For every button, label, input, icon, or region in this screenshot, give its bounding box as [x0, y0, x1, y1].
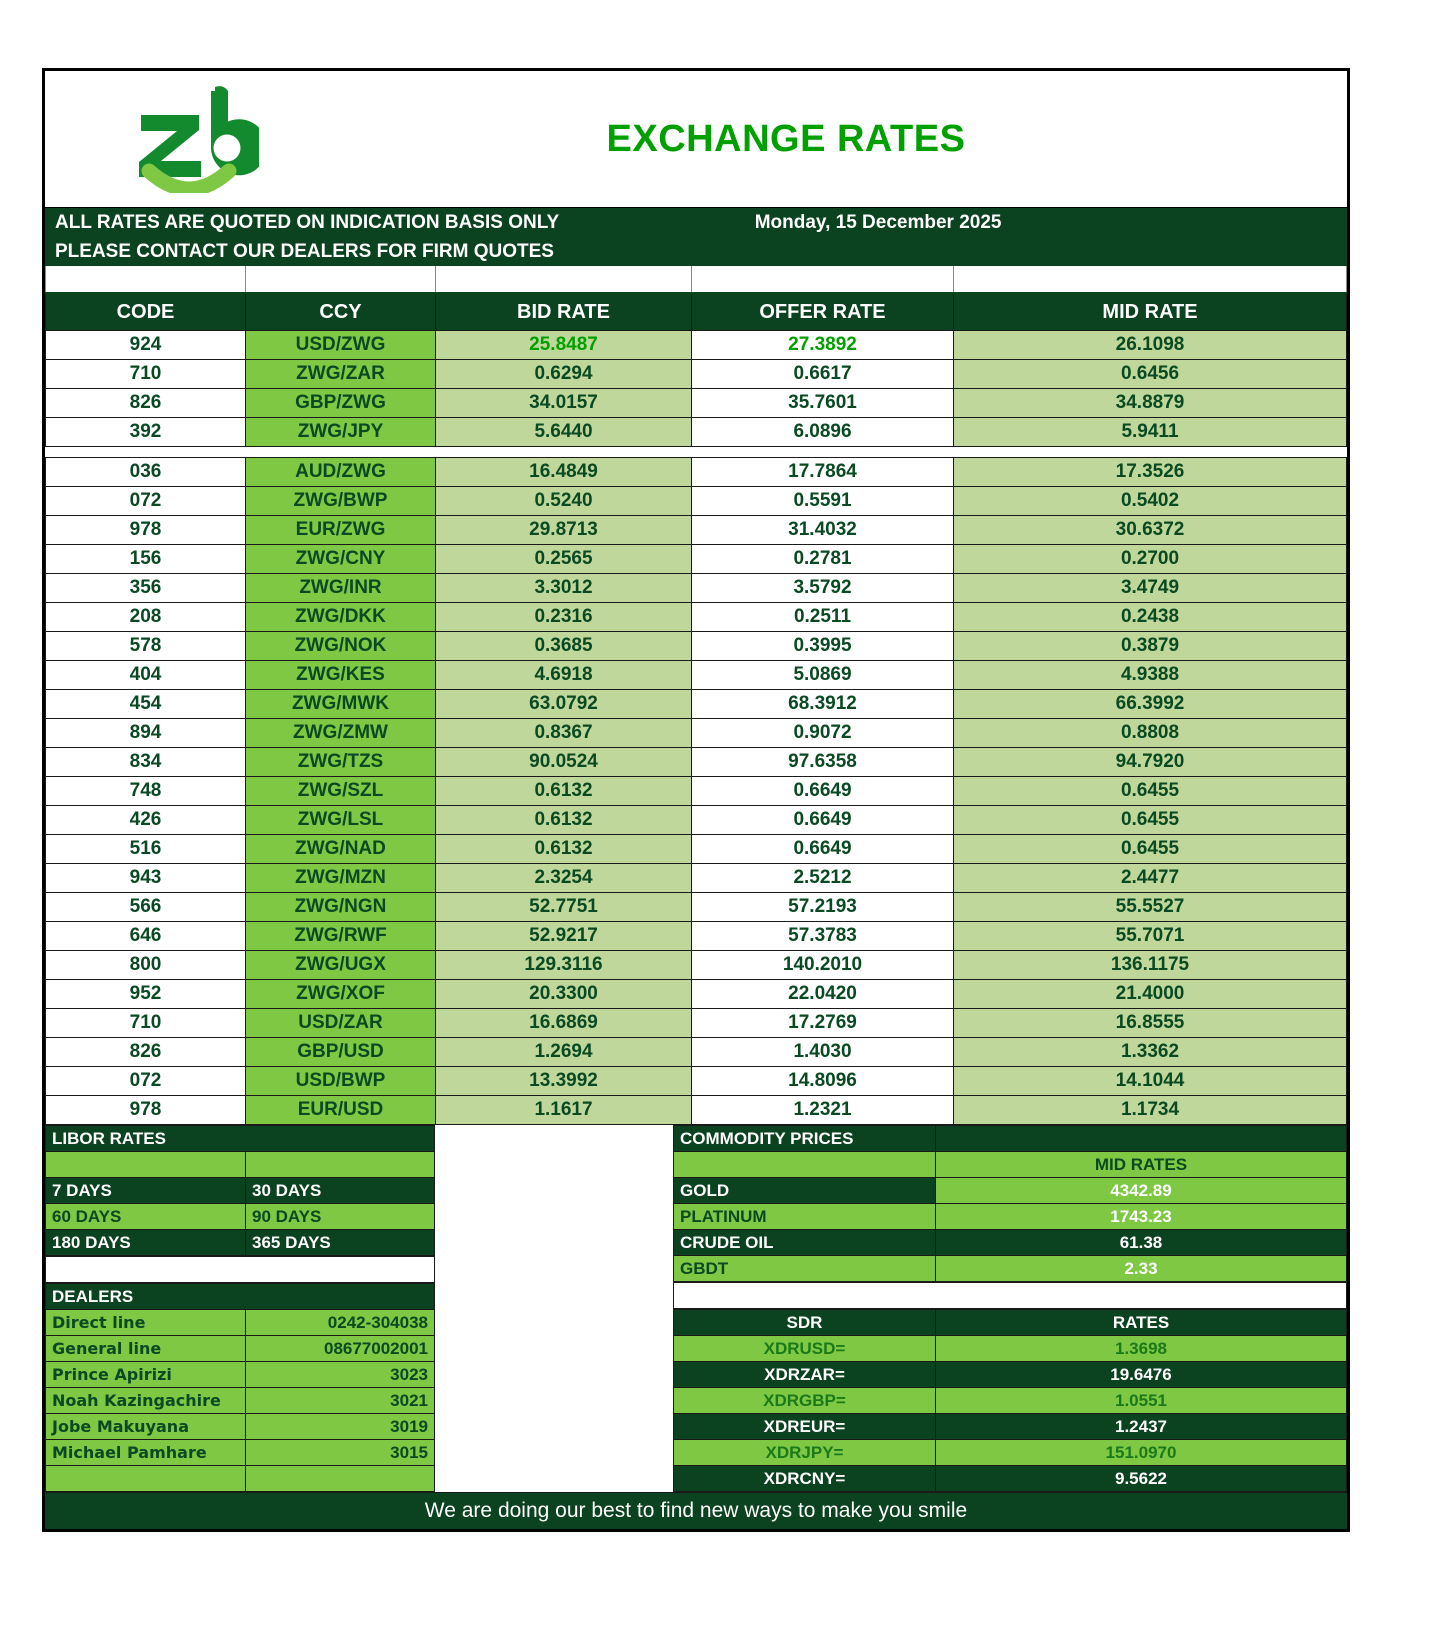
rate-code: 710: [46, 360, 246, 389]
commodity-name: PLATINUM: [674, 1204, 936, 1230]
rates-column-headers: [46, 293, 1347, 331]
table-row: [46, 922, 1347, 951]
rate-ccy: ZWG/JPY: [246, 418, 436, 447]
commodity-row: [674, 1178, 1347, 1204]
rate-ccy: ZWG/KES: [246, 661, 436, 690]
table-row: [46, 331, 1347, 360]
rate-code: 924: [46, 331, 246, 360]
rate-bid: 5.6440: [436, 418, 692, 447]
col-header-mid: MID RATE: [954, 293, 1347, 331]
rates-group-gap: [46, 447, 1347, 458]
commodity-header-blank: [674, 1152, 936, 1178]
rate-ccy: AUD/ZWG: [246, 458, 436, 487]
rate-mid: 0.8808: [954, 719, 1347, 748]
table-row: [46, 719, 1347, 748]
rate-code: 208: [46, 603, 246, 632]
rate-bid: 2.3254: [436, 864, 692, 893]
notice-line-2: PLEASE CONTACT OUR DEALERS FOR FIRM QUOTES: [55, 240, 554, 262]
sdr-code: XDRZAR=: [674, 1362, 936, 1388]
rate-bid: 63.0792: [436, 690, 692, 719]
rate-bid: 16.6869: [436, 1009, 692, 1038]
rate-ccy: ZWG/NGN: [246, 893, 436, 922]
rate-offer: 27.3892: [692, 331, 954, 360]
rate-mid: 0.2700: [954, 545, 1347, 574]
libor-title-row: [46, 1126, 435, 1152]
table-row: [46, 1096, 1347, 1125]
libor-row: [46, 1230, 435, 1256]
lower-section: [45, 1125, 1347, 1492]
col-header-bid: BID RATE: [436, 293, 692, 331]
sdr-code: XDRUSD=: [674, 1336, 936, 1362]
dealer-extension: 0242-304038: [246, 1310, 435, 1336]
table-row: [46, 360, 1347, 389]
libor-term-left: 7 DAYS: [46, 1178, 246, 1204]
rate-code: 952: [46, 980, 246, 1009]
libor-table: [45, 1125, 435, 1256]
rate-mid: 0.5402: [954, 487, 1347, 516]
rate-offer: 1.4030: [692, 1038, 954, 1067]
rate-bid: 29.8713: [436, 516, 692, 545]
rate-mid: 16.8555: [954, 1009, 1347, 1038]
dealer-row: [46, 1336, 435, 1362]
rate-offer: 5.0869: [692, 661, 954, 690]
rate-bid: 0.6294: [436, 360, 692, 389]
libor-row: [46, 1178, 435, 1204]
rate-ccy: ZWG/UGX: [246, 951, 436, 980]
table-row: [46, 458, 1347, 487]
rate-bid: 1.1617: [436, 1096, 692, 1125]
dealers-table: [45, 1283, 435, 1492]
dealer-row: [46, 1310, 435, 1336]
rate-ccy: ZWG/XOF: [246, 980, 436, 1009]
rate-offer: 3.5792: [692, 574, 954, 603]
rate-ccy: ZWG/ZAR: [246, 360, 436, 389]
libor-term-right: 90 DAYS: [246, 1204, 435, 1230]
sdr-rate: 19.6476: [936, 1362, 1347, 1388]
commodity-name: GBDT: [674, 1256, 936, 1282]
rate-offer: 57.3783: [692, 922, 954, 951]
rate-bid: 34.0157: [436, 389, 692, 418]
rate-ccy: ZWG/MZN: [246, 864, 436, 893]
dealer-name: Michael Pamhare: [46, 1440, 246, 1466]
page-title: EXCHANGE RATES: [606, 117, 966, 160]
commodity-header-row: [674, 1152, 1347, 1178]
rate-bid: 16.4849: [436, 458, 692, 487]
commodity-value: 2.33: [936, 1256, 1347, 1282]
dealer-row: [46, 1414, 435, 1440]
rate-mid: 136.1175: [954, 951, 1347, 980]
rate-code: 646: [46, 922, 246, 951]
rate-offer: 68.3912: [692, 690, 954, 719]
rate-mid: 1.3362: [954, 1038, 1347, 1067]
dealer-name: Prince Apirizi: [46, 1362, 246, 1388]
lower-left-column: [45, 1125, 435, 1492]
sdr-rate: 1.3698: [936, 1336, 1347, 1362]
commodity-title: COMMODITY PRICES: [674, 1126, 936, 1152]
rate-mid: 2.4477: [954, 864, 1347, 893]
rate-bid: 25.8487: [436, 331, 692, 360]
commodity-name: GOLD: [674, 1178, 936, 1204]
rate-offer: 31.4032: [692, 516, 954, 545]
commodity-value: 4342.89: [936, 1178, 1347, 1204]
page-title-wrap: [345, 118, 1347, 161]
footer-slogan: We are doing our best to find new ways to make you smile: [45, 1492, 1347, 1529]
rate-code: 834: [46, 748, 246, 777]
sdr-row: [674, 1388, 1347, 1414]
rate-ccy: ZWG/ZMW: [246, 719, 436, 748]
rate-offer: 0.2511: [692, 603, 954, 632]
col-header-code: CODE: [46, 293, 246, 331]
rate-ccy: USD/ZWG: [246, 331, 436, 360]
rate-mid: 0.3879: [954, 632, 1347, 661]
rate-mid: 1.1734: [954, 1096, 1347, 1125]
rate-mid: 21.4000: [954, 980, 1347, 1009]
dealer-extension: 3015: [246, 1440, 435, 1466]
rate-code: 894: [46, 719, 246, 748]
rate-mid: 14.1044: [954, 1067, 1347, 1096]
rate-bid: 0.6132: [436, 806, 692, 835]
table-row: [46, 545, 1347, 574]
rate-code: 072: [46, 1067, 246, 1096]
rate-bid: 52.7751: [436, 893, 692, 922]
notice-line-1: ALL RATES ARE QUOTED ON INDICATION BASIS ONLY: [55, 211, 560, 233]
sdr-row: [674, 1362, 1347, 1388]
dealer-name: Jobe Makuyana: [46, 1414, 246, 1440]
rate-bid: 20.3300: [436, 980, 692, 1009]
rate-code: 516: [46, 835, 246, 864]
notice-bar: [45, 208, 1347, 266]
sdr-col-header-name: SDR: [674, 1310, 936, 1336]
libor-term-left: 180 DAYS: [46, 1230, 246, 1256]
sdr-row: [674, 1440, 1347, 1466]
table-row: [46, 1009, 1347, 1038]
rate-code: 710: [46, 1009, 246, 1038]
rate-mid: 30.6372: [954, 516, 1347, 545]
table-row: [46, 951, 1347, 980]
sdr-spacer: [673, 1282, 1347, 1309]
rate-ccy: ZWG/SZL: [246, 777, 436, 806]
rate-offer: 140.2010: [692, 951, 954, 980]
rate-offer: 0.2781: [692, 545, 954, 574]
table-row: [46, 418, 1347, 447]
commodity-row: [674, 1230, 1347, 1256]
lower-right-column: [673, 1125, 1347, 1492]
sdr-header-row: [674, 1310, 1347, 1336]
rate-ccy: ZWG/INR: [246, 574, 436, 603]
dealer-name: General line: [46, 1336, 246, 1362]
rate-bid: 1.2694: [436, 1038, 692, 1067]
rate-offer: 17.7864: [692, 458, 954, 487]
rate-offer: 2.5212: [692, 864, 954, 893]
rate-mid: 55.5527: [954, 893, 1347, 922]
rate-mid: 34.8879: [954, 389, 1347, 418]
rate-ccy: ZWG/DKK: [246, 603, 436, 632]
dealers-spacer: [45, 1256, 435, 1283]
rate-bid: 0.2565: [436, 545, 692, 574]
rates-date: Monday, 15 December 2025: [754, 211, 1002, 233]
libor-row: [46, 1152, 435, 1178]
rate-offer: 22.0420: [692, 980, 954, 1009]
rate-bid: 129.3116: [436, 951, 692, 980]
table-row: [46, 1067, 1347, 1096]
sdr-rate: 151.0970: [936, 1440, 1347, 1466]
commodity-title-filler: [936, 1126, 1347, 1152]
dealers-title-row: [46, 1284, 435, 1310]
dealer-extension: 3019: [246, 1414, 435, 1440]
rate-mid: 66.3992: [954, 690, 1347, 719]
rate-ccy: GBP/USD: [246, 1038, 436, 1067]
rate-offer: 14.8096: [692, 1067, 954, 1096]
rate-bid: 13.3992: [436, 1067, 692, 1096]
rate-code: 404: [46, 661, 246, 690]
rate-code: 392: [46, 418, 246, 447]
rate-mid: 94.7920: [954, 748, 1347, 777]
rate-mid: 55.7071: [954, 922, 1347, 951]
rate-mid: 3.4749: [954, 574, 1347, 603]
rate-bid: 4.6918: [436, 661, 692, 690]
rate-offer: 17.2769: [692, 1009, 954, 1038]
sdr-code: XDRGBP=: [674, 1388, 936, 1414]
rate-code: 036: [46, 458, 246, 487]
rate-ccy: ZWG/NAD: [246, 835, 436, 864]
notice-row-2: [45, 237, 1347, 266]
rate-offer: 6.0896: [692, 418, 954, 447]
rate-mid: 26.1098: [954, 331, 1347, 360]
sdr-rate: 9.5622: [936, 1466, 1347, 1492]
sdr-code: XDRJPY=: [674, 1440, 936, 1466]
rate-code: 826: [46, 1038, 246, 1067]
rate-bid: 52.9217: [436, 922, 692, 951]
dealer-name: Noah Kazingachire: [46, 1388, 246, 1414]
rate-mid: 0.6455: [954, 806, 1347, 835]
dealer-extension: 08677002001: [246, 1336, 435, 1362]
table-row: [46, 690, 1347, 719]
table-row: [46, 864, 1347, 893]
table-row: [46, 835, 1347, 864]
rate-code: 566: [46, 893, 246, 922]
exchange-rates-table: [45, 266, 1347, 1125]
rate-ccy: USD/BWP: [246, 1067, 436, 1096]
libor-title: LIBOR RATES: [46, 1126, 435, 1152]
sdr-code: XDREUR=: [674, 1414, 936, 1440]
commodity-value-header: MID RATES: [936, 1152, 1347, 1178]
rate-bid: 0.8367: [436, 719, 692, 748]
rate-code: 426: [46, 806, 246, 835]
rate-mid: 5.9411: [954, 418, 1347, 447]
rate-offer: 0.3995: [692, 632, 954, 661]
rate-code: 826: [46, 389, 246, 418]
rate-offer: 0.6649: [692, 777, 954, 806]
exchange-rates-document: [42, 68, 1350, 1532]
rate-code: 943: [46, 864, 246, 893]
rate-mid: 4.9388: [954, 661, 1347, 690]
table-row: [46, 516, 1347, 545]
rate-mid: 17.3526: [954, 458, 1347, 487]
dealer-row: [46, 1440, 435, 1466]
rate-mid: 0.2438: [954, 603, 1347, 632]
sdr-row: [674, 1414, 1347, 1440]
rate-offer: 97.6358: [692, 748, 954, 777]
rate-ccy: ZWG/NOK: [246, 632, 436, 661]
rate-mid: 0.6455: [954, 777, 1347, 806]
commodity-table: [673, 1125, 1347, 1282]
rate-ccy: GBP/ZWG: [246, 389, 436, 418]
notice-row-1: [45, 208, 1347, 237]
col-header-ccy: CCY: [246, 293, 436, 331]
dealer-row: [46, 1388, 435, 1414]
rate-code: 748: [46, 777, 246, 806]
rate-offer: 0.6649: [692, 806, 954, 835]
commodity-row: [674, 1204, 1347, 1230]
commodity-value: 61.38: [936, 1230, 1347, 1256]
rate-bid: 0.6132: [436, 777, 692, 806]
rate-ccy: USD/ZAR: [246, 1009, 436, 1038]
commodity-row: [674, 1256, 1347, 1282]
table-row: [46, 389, 1347, 418]
rate-code: 578: [46, 632, 246, 661]
libor-term-right: 365 DAYS: [246, 1230, 435, 1256]
dealer-extension: [246, 1466, 435, 1492]
rate-offer: 1.2321: [692, 1096, 954, 1125]
sdr-code: XDRCNY=: [674, 1466, 936, 1492]
rate-code: 156: [46, 545, 246, 574]
table-row: [46, 893, 1347, 922]
zb-logo-icon: [131, 85, 259, 193]
table-row: [46, 806, 1347, 835]
table-row: [46, 661, 1347, 690]
rate-ccy: ZWG/RWF: [246, 922, 436, 951]
rate-ccy: ZWG/MWK: [246, 690, 436, 719]
rate-bid: 0.5240: [436, 487, 692, 516]
rate-code: 356: [46, 574, 246, 603]
dealer-row: [46, 1362, 435, 1388]
libor-row: [46, 1204, 435, 1230]
rate-ccy: EUR/ZWG: [246, 516, 436, 545]
sdr-col-header-rates: RATES: [936, 1310, 1347, 1336]
rate-bid: 3.3012: [436, 574, 692, 603]
dealer-row: [46, 1466, 435, 1492]
dealer-name: Direct line: [46, 1310, 246, 1336]
dealer-extension: 3023: [246, 1362, 435, 1388]
sdr-row: [674, 1466, 1347, 1492]
rate-offer: 57.2193: [692, 893, 954, 922]
rate-code: 978: [46, 1096, 246, 1125]
rate-bid: 90.0524: [436, 748, 692, 777]
rate-offer: 0.5591: [692, 487, 954, 516]
rate-ccy: ZWG/CNY: [246, 545, 436, 574]
rate-bid: 0.2316: [436, 603, 692, 632]
table-row: [46, 603, 1347, 632]
sdr-table: [673, 1309, 1347, 1492]
rate-offer: 0.6649: [692, 835, 954, 864]
table-row: [46, 777, 1347, 806]
libor-term-left: 60 DAYS: [46, 1204, 246, 1230]
table-row: [46, 980, 1347, 1009]
commodity-title-row: [674, 1126, 1347, 1152]
sdr-rate: 1.0551: [936, 1388, 1347, 1414]
col-header-offer: OFFER RATE: [692, 293, 954, 331]
rate-ccy: ZWG/LSL: [246, 806, 436, 835]
rate-bid: 0.3685: [436, 632, 692, 661]
dealer-extension: 3021: [246, 1388, 435, 1414]
rate-code: 978: [46, 516, 246, 545]
dealer-name: [46, 1466, 246, 1492]
rate-code: 800: [46, 951, 246, 980]
document-header: [45, 71, 1347, 208]
rate-ccy: ZWG/TZS: [246, 748, 436, 777]
rate-code: 072: [46, 487, 246, 516]
table-row: [46, 1038, 1347, 1067]
rate-bid: 0.6132: [436, 835, 692, 864]
libor-term-right: 30 DAYS: [246, 1178, 435, 1204]
table-row: [46, 487, 1347, 516]
rate-ccy: ZWG/BWP: [246, 487, 436, 516]
libor-term-left: [46, 1152, 246, 1178]
rate-code: 454: [46, 690, 246, 719]
table-row: [46, 748, 1347, 777]
rate-ccy: EUR/USD: [246, 1096, 436, 1125]
commodity-value: 1743.23: [936, 1204, 1347, 1230]
libor-term-right: [246, 1152, 435, 1178]
rate-offer: 0.9072: [692, 719, 954, 748]
rate-offer: 0.6617: [692, 360, 954, 389]
rate-offer: 35.7601: [692, 389, 954, 418]
zb-logo: [45, 85, 345, 193]
table-row: [46, 632, 1347, 661]
table-spacer-row: [46, 266, 1347, 293]
dealers-title: DEALERS: [46, 1284, 435, 1310]
commodity-name: CRUDE OIL: [674, 1230, 936, 1256]
rate-mid: 0.6455: [954, 835, 1347, 864]
table-row: [46, 574, 1347, 603]
sdr-row: [674, 1336, 1347, 1362]
rate-mid: 0.6456: [954, 360, 1347, 389]
sdr-rate: 1.2437: [936, 1414, 1347, 1440]
